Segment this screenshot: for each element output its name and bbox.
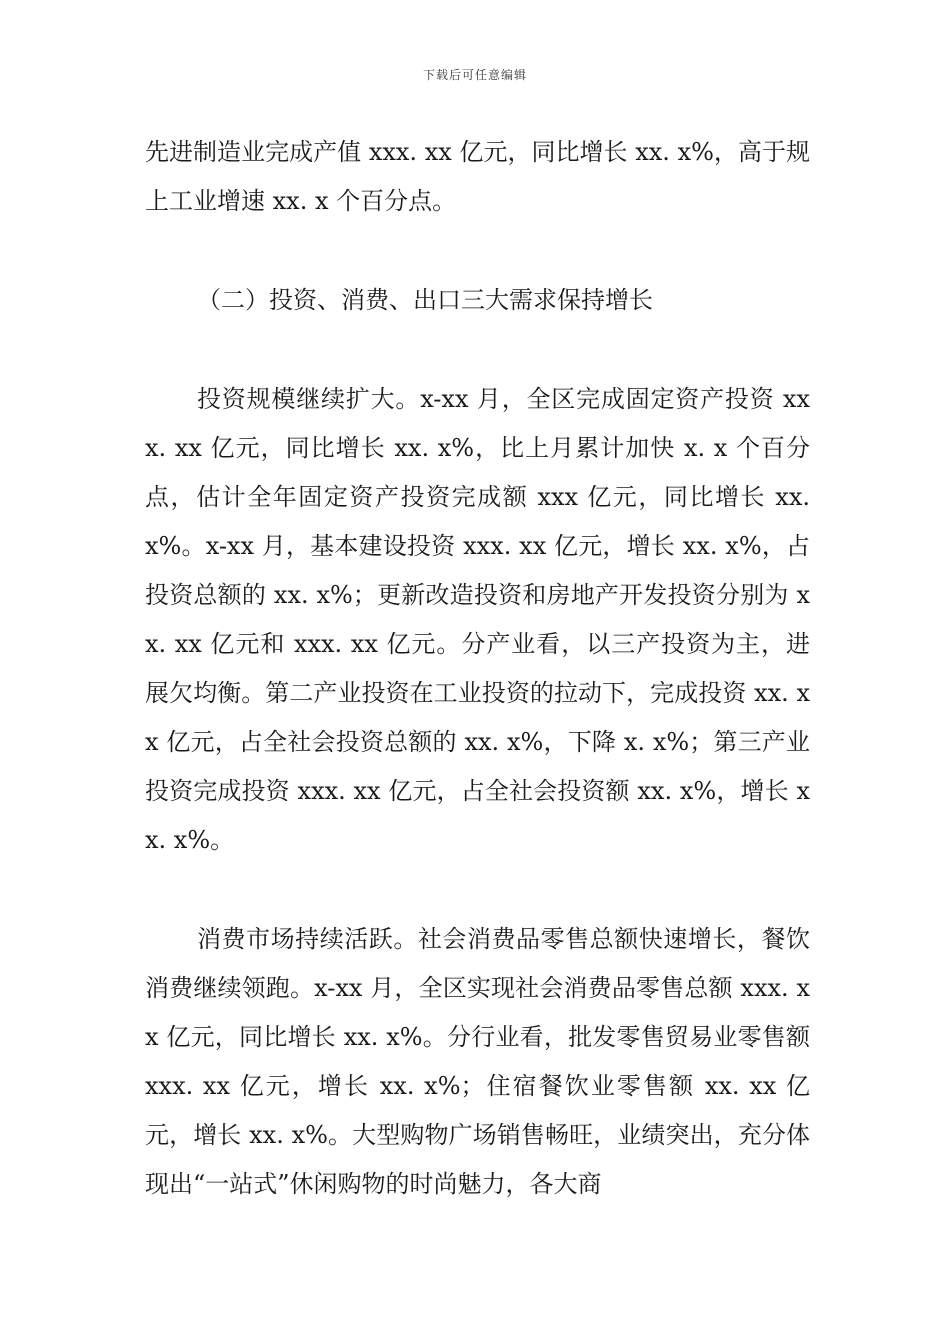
- paragraph-consumption: 消费市场持续活跃。社会消费品零售总额快速增长，餐饮消费继续领跑。x-xx 月，全区实现社会消费品零售总额 xxx. xx 亿元，同比增长 xx. x%。分行业看，批发零售贸易业零售额 xxx. xx 亿元，增长 xx. x%；住宿餐饮业零售额 xx. xx 亿元，增长 xx. x%。大型购物广场销售畅旺，业绩突出，充分体现出“一站式”休闲购物的时尚魅力，各大商: [145, 925, 810, 1198]
- paragraph-manufacturing: 先进制造业完成产值 xxx. xx 亿元，同比增长 xx. x%，高于规上工业增速 xx. x 个百分点。: [145, 138, 810, 215]
- document-body: [145, 128, 810, 1209]
- paragraph-investment: 投资规模继续扩大。x-xx 月，全区完成固定资产投资 xxx. xx 亿元，同比增长 xx. x%，比上月累计加快 x. x 个百分点，估计全年固定资产投资完成额 xxx 亿元，同比增长 xx. x%。x-xx 月，基本建设投资 xxx. xx 亿元，增长 xx. x%，占投资总额的 xx. x%；更新改造投资和房地产开发投资分别为 xx. xx 亿元和 xxx. xx 亿元。分产业看，以三产投资为主，进展欠均衡。第二产业投资在工业投资的拉动下，完成投资 xx. xx 亿元，占全社会投资总额的 xx. x%，下降 x. x%；第三产业投资完成投资 xxx. xx 亿元，占全社会投资额 xx. x%，增长 xx. x%。: [145, 385, 810, 854]
- section-heading: （二）投资、消费、出口三大需求保持增长: [197, 286, 653, 314]
- paragraph-gap: [145, 226, 810, 276]
- paragraph-gap: [145, 325, 810, 375]
- paragraph-gap: [145, 865, 810, 915]
- page-header: 下载后可任意编辑: [422, 68, 527, 82]
